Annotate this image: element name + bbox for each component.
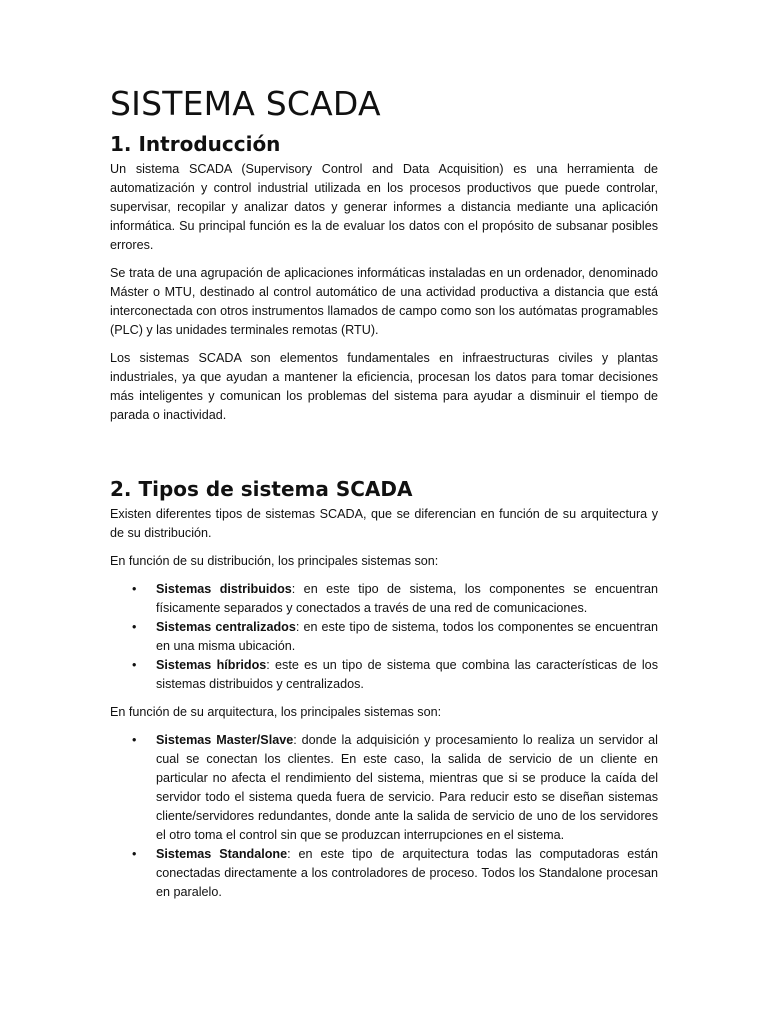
list-item-text: : en este tipo de sistema, los componentes se encuentran físicamente separados y conectados a través de una red de comunicaciones. bbox=[156, 581, 658, 615]
distribution-lead: En función de su distribución, los principales sistemas son: bbox=[110, 553, 439, 568]
list-item-hibridos bbox=[132, 656, 658, 694]
intro-paragraph-1: Un sistema SCADA (Supervisory Control and Data Acquisition) es una herramienta de automatización y control industrial utilizada en los procesos productivos que puede controlar, supervisar, recopilar y analizar datos y generar informes a distancia mediante una aplicación informática. Su principal función es la de evaluar los datos con el propósito de subsanar posibles errores. bbox=[110, 161, 658, 252]
list-item-text: : este es un tipo de sistema que combina las características de los sistemas distribuidos y centralizados. bbox=[156, 657, 658, 691]
list-item-term: Sistemas Master/Slave bbox=[156, 732, 294, 747]
intro-paragraph-2: Se trata de una agrupación de aplicaciones informáticas instaladas en un ordenador, denominado Máster o MTU, destinado al control automático de una actividad productiva a distancia que está interconectada con otros instrumentos llamados de campo como son los autómatas programables (PLC) y las unidades terminales remotas (RTU). bbox=[110, 265, 658, 337]
bullet-icon: • bbox=[132, 846, 137, 861]
document-title: SISTEMA SCADA bbox=[110, 84, 381, 123]
list-item-standalone bbox=[132, 845, 659, 902]
list-item-distribuidos bbox=[132, 580, 658, 618]
tipos-intro-paragraph: Existen diferentes tipos de sistemas SCADA, que se diferencian en función de su arquitectura y de su distribución. bbox=[110, 506, 658, 540]
intro-paragraph-3: Los sistemas SCADA son elementos fundamentales en infraestructuras civiles y plantas industriales, ya que ayudan a mantener la eficiencia, procesan los datos para tomar decisiones más inteligentes y comunican los problemas del sistema para ayudar a disminuir el tiempo de parada o inactividad. bbox=[110, 350, 658, 422]
bullet-icon: • bbox=[132, 732, 137, 747]
bullet-icon: • bbox=[132, 657, 137, 672]
architecture-lead: En función de su arquitectura, los principales sistemas son: bbox=[110, 704, 442, 719]
list-item-centralizados bbox=[132, 618, 658, 656]
list-item-term: Sistemas Standalone bbox=[156, 846, 288, 861]
list-item-term: Sistemas distribuidos bbox=[156, 581, 292, 596]
architecture-list bbox=[110, 731, 658, 902]
bullet-icon: • bbox=[132, 619, 137, 634]
distribution-list bbox=[110, 580, 658, 694]
document-page bbox=[110, 84, 658, 911]
section-heading-introduccion: 1. Introducción bbox=[110, 131, 281, 156]
list-item-text: : en este tipo de arquitectura todas las computadoras están conectadas directamente a los controladores de proceso. Todos los Standalone procesan en paralelo. bbox=[156, 846, 659, 899]
list-item-master-slave bbox=[132, 731, 658, 845]
list-item-text: : en este tipo de sistema, todos los componentes se encuentran en una misma ubicación. bbox=[156, 619, 658, 653]
list-item-term: Sistemas centralizados bbox=[156, 619, 296, 634]
list-item-term: Sistemas híbridos bbox=[156, 657, 267, 672]
bullet-icon: • bbox=[132, 581, 137, 596]
list-item-text: : donde la adquisición y procesamiento lo realiza un servidor al cual se conectan los clientes. En este caso, la salida de servicio de un cliente en particular no afecta el rendimiento del sistema, mientras que si se produce la caída del servidor todo el sistema queda fuera de servicio. Para reducir esto se diseñan sistemas cliente/servidores redundantes, donde ante la salida de servicio de uno de los servidores el otro toma el control sin que se produzcan interrupciones en el sistema. bbox=[156, 732, 658, 842]
section-heading-tipos: 2. Tipos de sistema SCADA bbox=[110, 476, 413, 501]
